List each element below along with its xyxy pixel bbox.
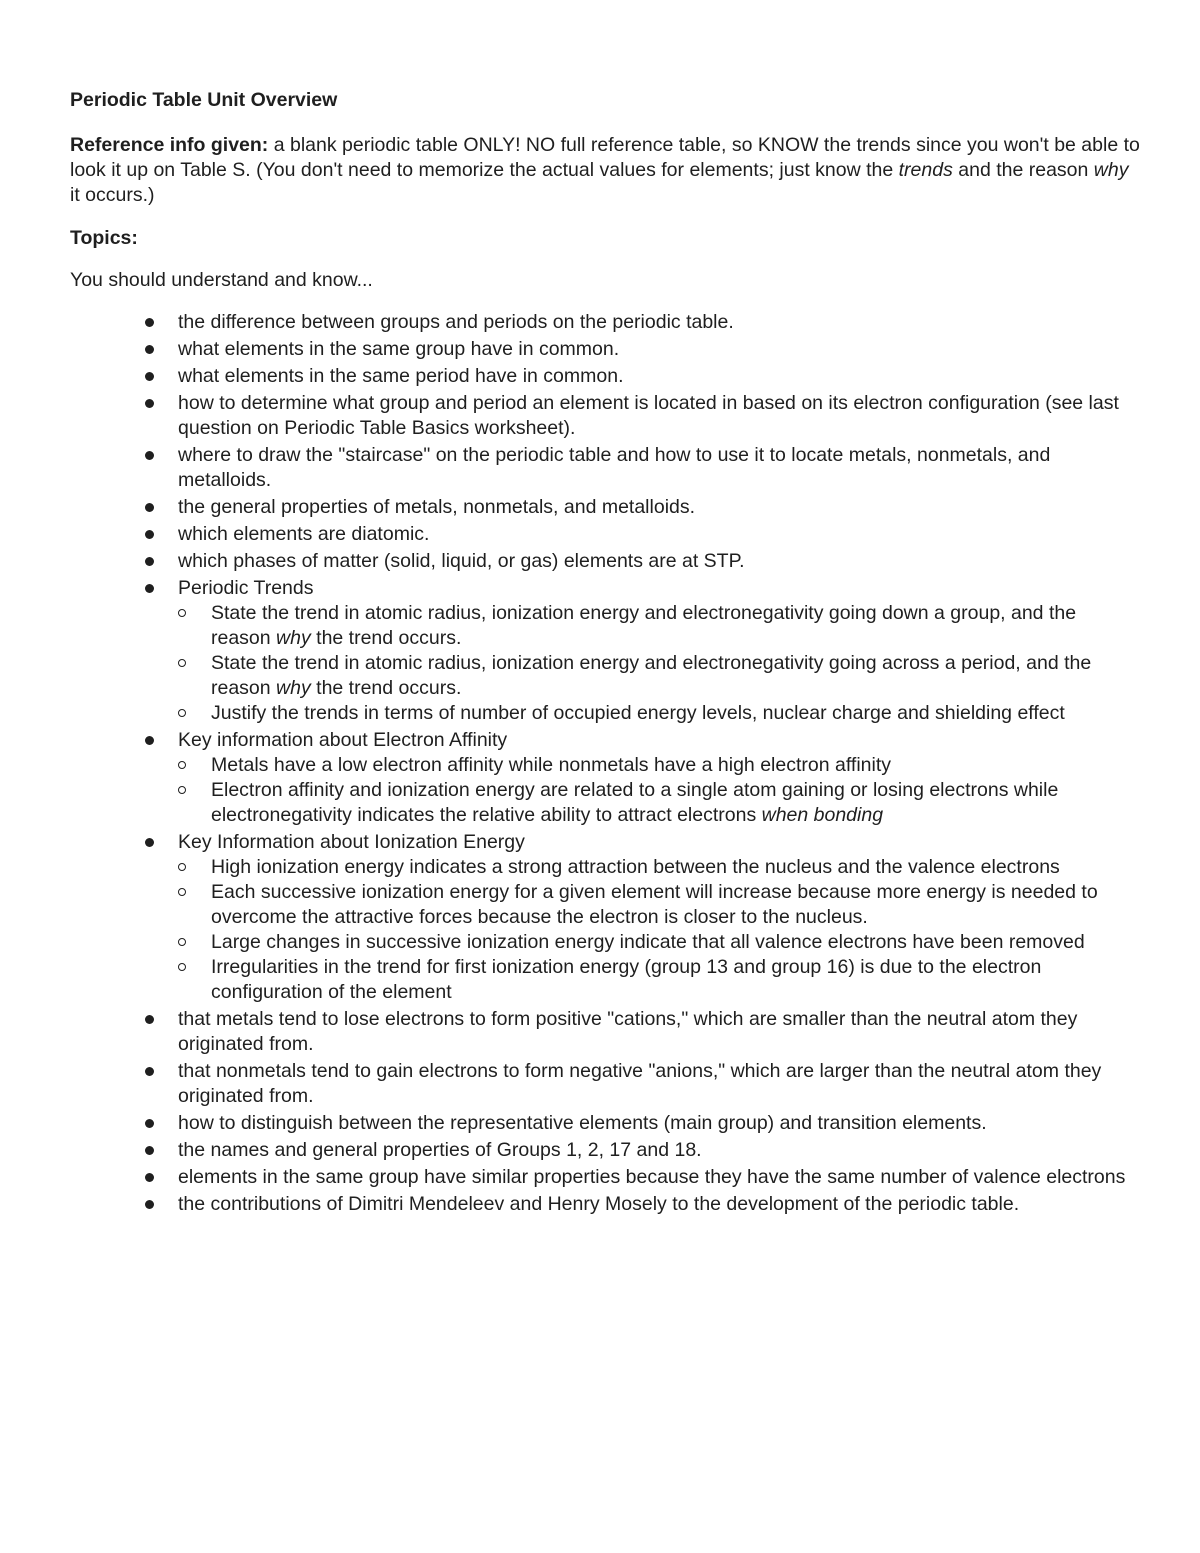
- reference-text-3: it occurs.): [70, 184, 155, 206]
- list-item: [178, 337, 1140, 362]
- list-item: [178, 549, 1140, 574]
- hollow-bullet-icon: [178, 938, 186, 946]
- sub-item-text-end: the trend occurs.: [310, 627, 462, 649]
- sub-list: [178, 753, 1140, 828]
- list-item: [178, 1059, 1140, 1109]
- list-item: [178, 576, 1140, 726]
- list-item-text: what elements in the same period have in common.: [178, 365, 624, 387]
- sub-item-text-end: the trend occurs.: [310, 677, 462, 699]
- sub-item-text: Electron affinity and ionization energy are related to a single atom gaining or losing electrons while electronegativity indicates the relative ability to attract electrons: [211, 779, 1059, 826]
- hollow-bullet-icon: [178, 963, 186, 971]
- sub-list: [178, 601, 1140, 726]
- hollow-bullet-icon: [178, 888, 186, 896]
- hollow-bullet-icon: [178, 786, 186, 794]
- filled-bullet-icon: [145, 1015, 154, 1024]
- sub-list-item: [211, 601, 1140, 651]
- page-title: Periodic Table Unit Overview: [70, 89, 338, 111]
- sub-list-item: [211, 955, 1140, 1005]
- list-item-text: what elements in the same group have in common.: [178, 338, 620, 360]
- filled-bullet-icon: [145, 838, 154, 847]
- sub-list-item: [211, 855, 1140, 880]
- filled-bullet-icon: [145, 345, 154, 354]
- list-item: [178, 1007, 1140, 1057]
- filled-bullet-icon: [145, 530, 154, 539]
- hollow-bullet-icon: [178, 761, 186, 769]
- list-item-text: the names and general properties of Groups 1, 2, 17 and 18.: [178, 1139, 702, 1161]
- topic-list: [70, 310, 1140, 1217]
- list-item: [178, 495, 1140, 520]
- list-item: [178, 391, 1140, 441]
- list-item-text: where to draw the "staircase" on the periodic table and how to use it to locate metals, nonmetals, and metalloids.: [178, 444, 1051, 491]
- filled-bullet-icon: [145, 372, 154, 381]
- sub-item-text: Large changes in successive ionization energy indicate that all valence electrons have been removed: [211, 931, 1085, 953]
- filled-bullet-icon: [145, 1173, 154, 1182]
- filled-bullet-icon: [145, 1200, 154, 1209]
- filled-bullet-icon: [145, 318, 154, 327]
- sub-list-item: [211, 930, 1140, 955]
- hollow-bullet-icon: [178, 709, 186, 717]
- filled-bullet-icon: [145, 1119, 154, 1128]
- sub-list-item: [211, 778, 1140, 828]
- sub-list-item: [211, 701, 1140, 726]
- list-item-text: how to determine what group and period an element is located in based on its electron configuration (see last question on Periodic Table Basics worksheet).: [178, 392, 1119, 439]
- sub-item-text: Justify the trends in terms of number of occupied energy levels, nuclear charge and shielding effect: [211, 702, 1065, 724]
- list-item: [178, 830, 1140, 1005]
- sub-item-italic-text: why: [276, 677, 311, 699]
- filled-bullet-icon: [145, 399, 154, 408]
- list-item-text: the general properties of metals, nonmetals, and metalloids.: [178, 496, 696, 518]
- filled-bullet-icon: [145, 503, 154, 512]
- list-item: [178, 364, 1140, 389]
- hollow-bullet-icon: [178, 609, 186, 617]
- list-item: [178, 1165, 1140, 1190]
- list-item: [178, 522, 1140, 547]
- list-item-text: elements in the same group have similar properties because they have the same number of valence electrons: [178, 1166, 1126, 1188]
- list-item: [178, 310, 1140, 335]
- intro-text: You should understand and know...: [70, 269, 373, 291]
- list-item-text: that nonmetals tend to gain electrons to form negative "anions," which are larger than the neutral atom they originated from.: [178, 1060, 1102, 1107]
- reference-info-paragraph: [70, 133, 1140, 208]
- sub-list-item: [211, 880, 1140, 930]
- reference-text-1: a blank periodic table ONLY! NO full reference table, so KNOW the trends since you won't be able to look it up on Table S. (You don't need to memorize the actual values for elements; just know the: [70, 134, 1140, 181]
- sub-item-text: State the trend in atomic radius, ionization energy and electronegativity going across a period, and the reason: [211, 652, 1092, 699]
- list-item-text: Key information about Electron Affinity: [178, 729, 508, 751]
- sub-item-text: Metals have a low electron affinity while nonmetals have a high electron affinity: [211, 754, 891, 776]
- list-item-text: how to distinguish between the representative elements (main group) and transition elements.: [178, 1112, 987, 1134]
- sub-item-text: Irregularities in the trend for first ionization energy (group 13 and group 16) is due to the electron configuration of the element: [211, 956, 1042, 1003]
- list-item: [178, 728, 1140, 828]
- hollow-bullet-icon: [178, 659, 186, 667]
- sub-item-text: State the trend in atomic radius, ionization energy and electronegativity going down a group, and the reason: [211, 602, 1077, 649]
- hollow-bullet-icon: [178, 863, 186, 871]
- list-item-text: Periodic Trends: [178, 577, 314, 599]
- reference-text-2: and the reason: [952, 159, 1094, 181]
- sub-item-text: Each successive ionization energy for a given element will increase because more energy is needed to overcome the attractive forces because the electron is closer to the nucleus.: [211, 881, 1098, 928]
- filled-bullet-icon: [145, 1067, 154, 1076]
- sub-item-italic-text: when bonding: [761, 804, 884, 826]
- list-item: [178, 1111, 1140, 1136]
- filled-bullet-icon: [145, 584, 154, 593]
- list-item: [178, 443, 1140, 493]
- list-item: [178, 1192, 1140, 1217]
- list-item-text: the contributions of Dimitri Mendeleev and Henry Mosely to the development of the periodic table.: [178, 1193, 1020, 1215]
- list-item: [178, 1138, 1140, 1163]
- list-item-text: the difference between groups and periods on the periodic table.: [178, 311, 734, 333]
- filled-bullet-icon: [145, 557, 154, 566]
- sub-list-item: [211, 651, 1140, 701]
- sub-item-text: High ionization energy indicates a strong attraction between the nucleus and the valence electrons: [211, 856, 1060, 878]
- filled-bullet-icon: [145, 736, 154, 745]
- list-item-text: Key Information about Ionization Energy: [178, 831, 525, 853]
- reference-trends-italic: trends: [898, 159, 953, 181]
- filled-bullet-icon: [145, 451, 154, 460]
- list-item-text: which phases of matter (solid, liquid, or gas) elements are at STP.: [178, 550, 745, 572]
- reference-why-italic: why: [1093, 159, 1129, 181]
- document-page: [70, 88, 1140, 1219]
- sub-list: [178, 855, 1140, 1005]
- sub-list-item: [211, 753, 1140, 778]
- list-item-text: which elements are diatomic.: [178, 523, 430, 545]
- list-item-text: that metals tend to lose electrons to form positive "cations," which are smaller than the neutral atom they originated from.: [178, 1008, 1078, 1055]
- sub-item-italic-text: why: [276, 627, 311, 649]
- filled-bullet-icon: [145, 1146, 154, 1155]
- topics-heading: Topics:: [70, 227, 138, 249]
- reference-info-label: Reference info given:: [70, 134, 269, 156]
